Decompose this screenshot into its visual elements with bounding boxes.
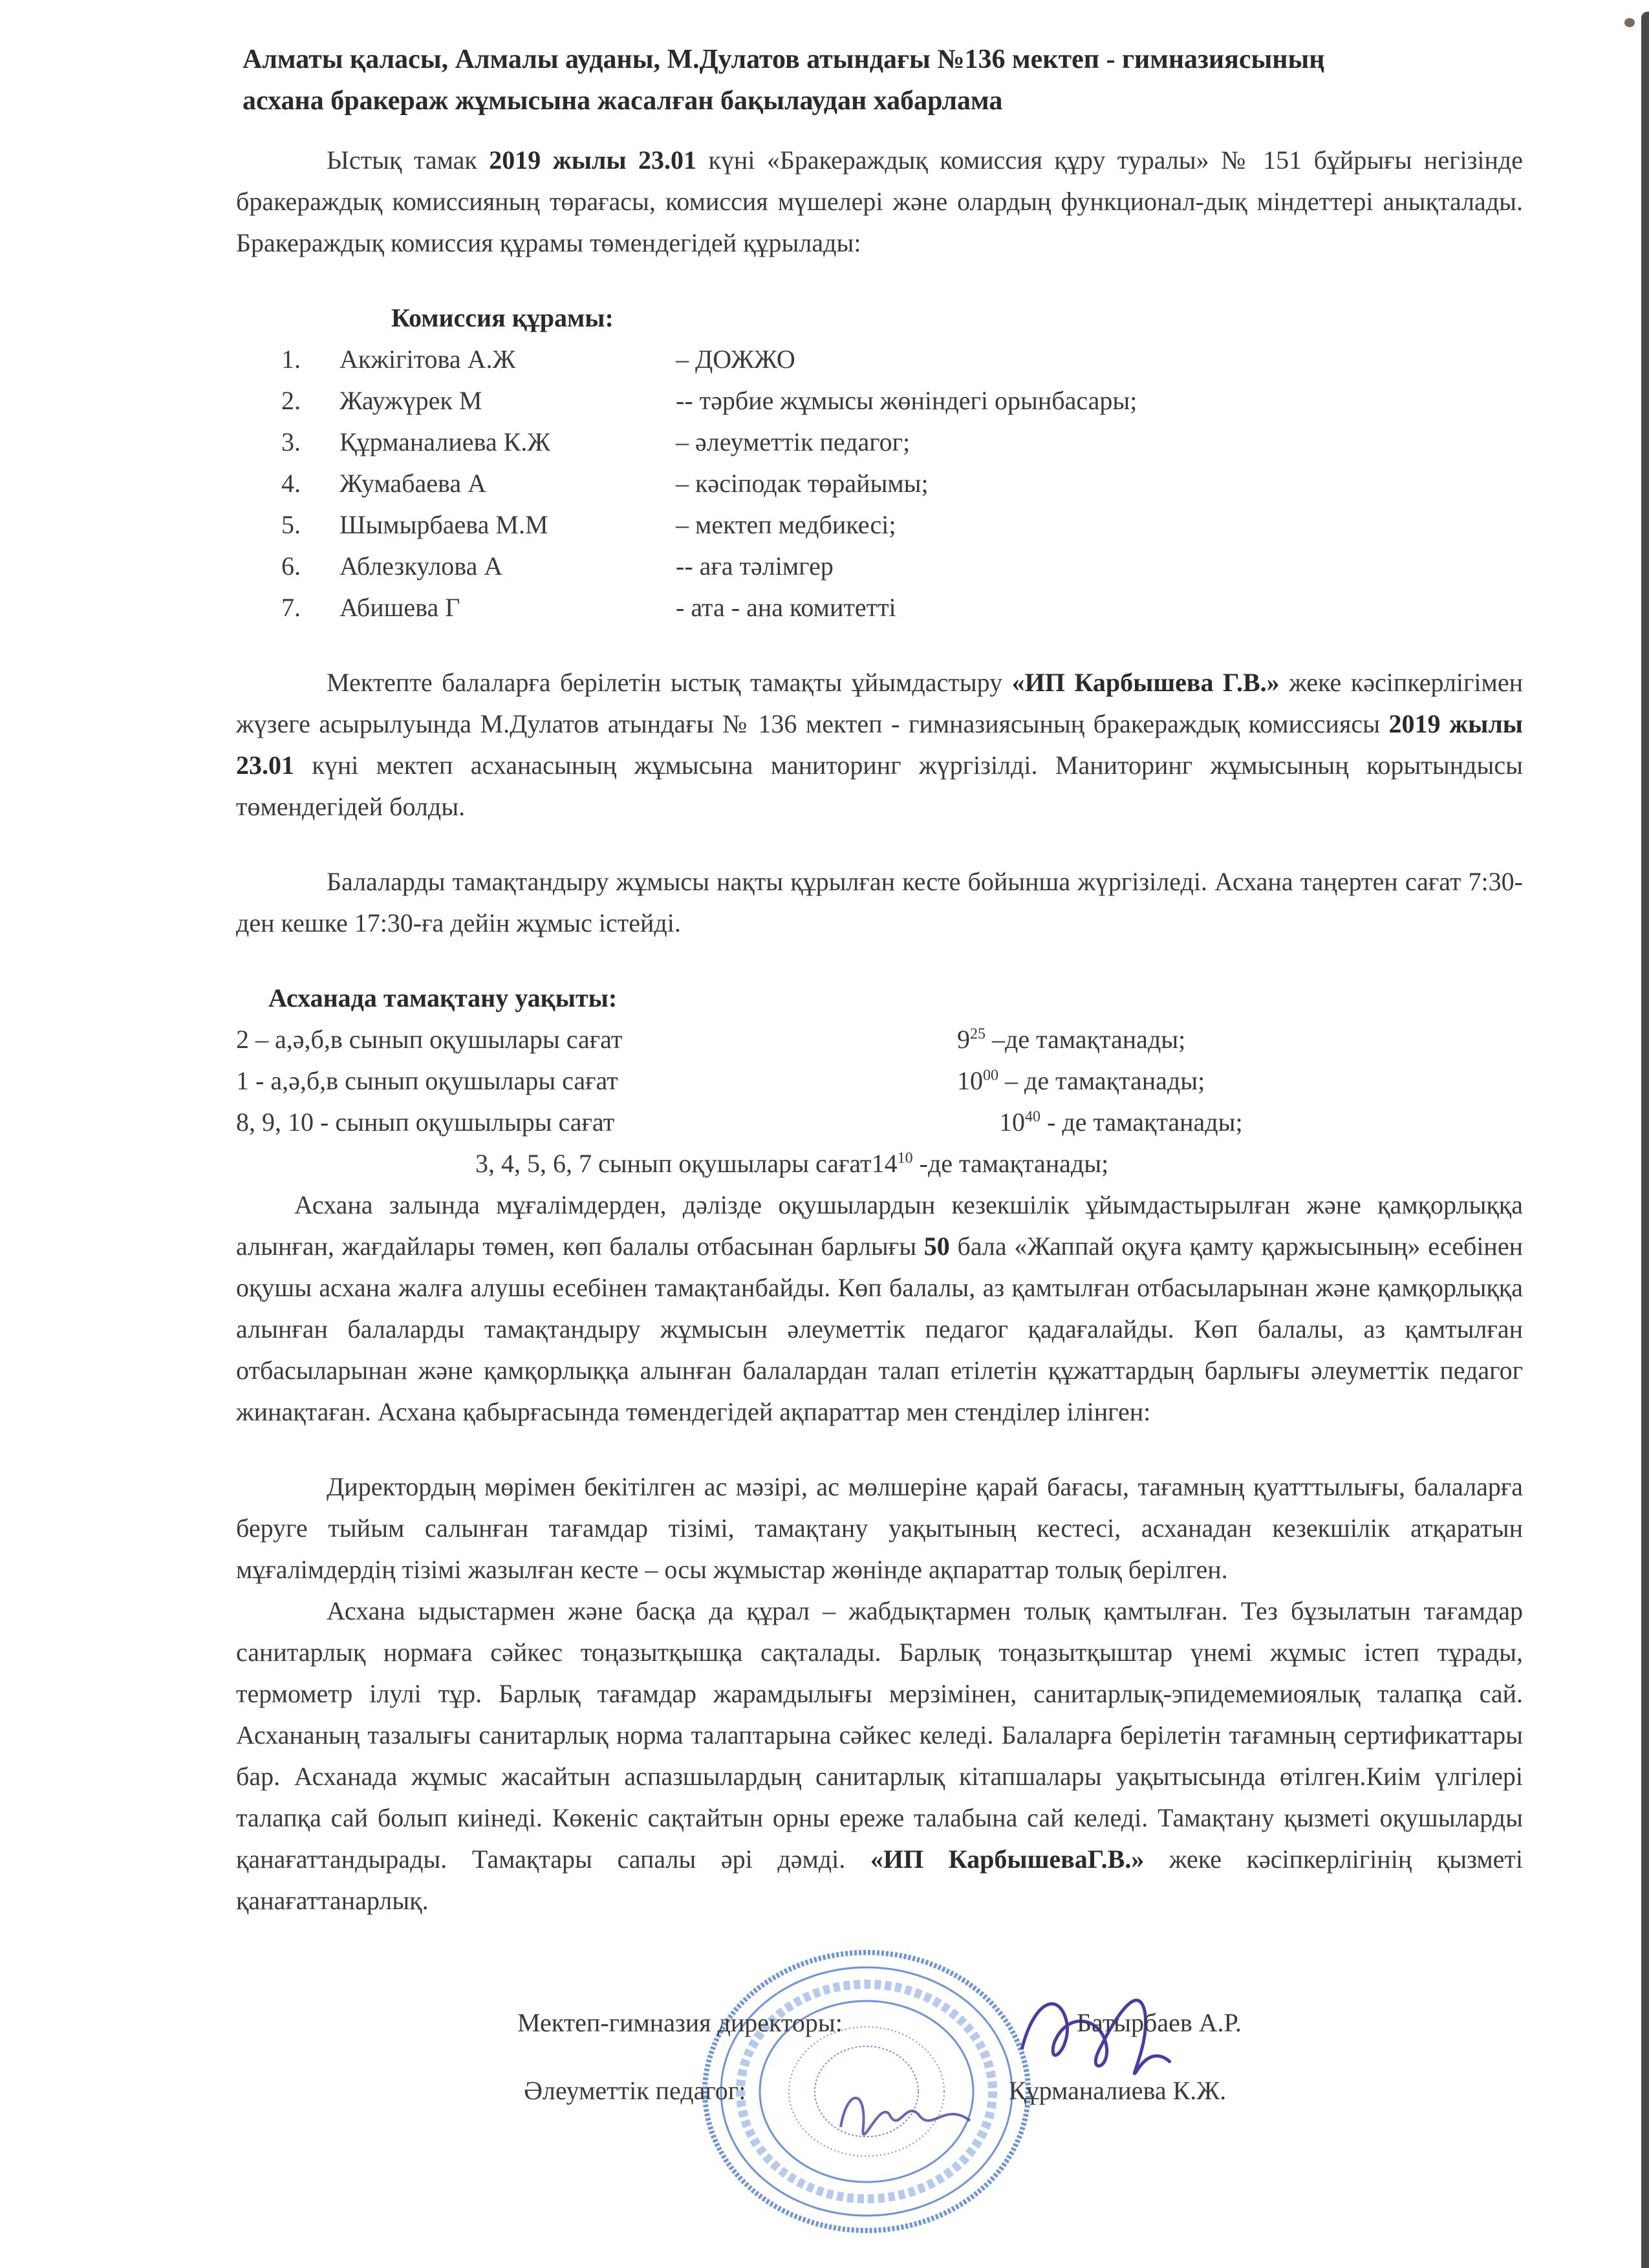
commission-member: [236, 380, 1523, 422]
commission-list: [236, 339, 1523, 628]
provider-name: «ИП Карбышева Г.В.»: [1011, 668, 1280, 697]
meal-time: $14^{10}$ -де тамақтанады;: [871, 1149, 1109, 1178]
title-line-2: асхана бракераж жұмысына жасалған бақылаудан хабарлама: [242, 86, 1003, 116]
meal-times-heading: Асханада тамақтану уақыты:: [268, 983, 618, 1012]
meal-time-row: [236, 1019, 1523, 1060]
director-name: Батырбаев А.Р.: [1077, 2008, 1242, 2037]
member-number: 5.: [281, 510, 301, 539]
children-count: 50: [923, 1232, 950, 1261]
meal-time-row: [475, 1143, 1523, 1184]
member-name: Жумабаева А: [339, 469, 487, 498]
member-role: – ДОЖЖО: [676, 345, 795, 374]
member-name: Жаужүрек М: [339, 386, 482, 415]
meal-group: 2 – а,ә,б,в сынып оқушылары сағат: [236, 1025, 623, 1054]
scan-speck: [1624, 18, 1635, 27]
monitoring-date: 2019 жылы 23.01: [236, 709, 1523, 780]
meal-times-list: [236, 1019, 1523, 1184]
provider-name-2: «ИП КарбышеваГ.В.»: [870, 1845, 1145, 1874]
member-name: Аблезкулова А: [339, 551, 503, 581]
commission-member: [236, 546, 1523, 587]
meal-group: 3, 4, 5, 6, 7 сынып оқушылары сағат: [475, 1149, 872, 1178]
meal-group: 1 - а,ә,б,в сынып оқушылары сағат: [236, 1066, 618, 1095]
member-name: Құрманалиева К.Ж: [339, 427, 551, 456]
duty-text-2: бала «Жаппай оқуға қамту қаржысының» есебінен оқушы асхана жалға алушы есебінен тамақтанбайды. Көп балалы, аз қамтылған отбасыларынан және қамқорлыққа алынған балаларды тамақтандыру жұмысын әлеуметтік педагог қадағалайды. Көп балалы, аз қамтылған отбасыларынан және қамқорлыққа алынған балалардан талап етілетін құжаттардың барлығы әлеуметтік педагог жинақтаған. Асхана қабырғасында төмендегідей ақпараттар мен стенділер ілінген:: [236, 1232, 1523, 1426]
intro-text-1: Ыстық тамак: [327, 145, 490, 175]
member-role: – кәсіподак төрайымы;: [676, 469, 929, 498]
commission-member: [236, 504, 1523, 546]
meal-time-row: [236, 1060, 1523, 1102]
member-number: 1.: [281, 345, 301, 374]
document-title: [242, 39, 1523, 122]
meal-time-row: [236, 1102, 1523, 1143]
intro-text-2: күні «Бракераждық комиссия құру туралы» № 151 бұйрығы негізінде бракераждық комиссияның төрағасы, комиссия мүшелері және олардың функционал-дық міндеттері анықталады. Бракераждық комиссия құрамы төмендегідей құрылады:: [236, 145, 1524, 257]
member-number: 6.: [281, 551, 301, 581]
duty-paragraph: [236, 1184, 1523, 1433]
commission-member: [236, 463, 1523, 504]
provider-text-2: жеке кәсіпкерлігімен жүзеге асырылуында М.Дулатов атындағы № 136 мектеп - гимназиясының бракераждық комиссиясы: [236, 668, 1524, 738]
schedule-paragraph: Балаларды тамақтандыру жұмысы нақты құрылған кесте бойынша жүргізіледі. Асхана таңертен сағат 7:30-ден кешке 17:30-ға дейін жұмыс істейді.: [236, 867, 1523, 937]
director-paragraph: Директордың мөрімен бекітілген ас мәзірі, ас мөлшеріне қарай бағасы, тағамның қуатттылығы, балаларға беруге тыйым салынған тағамдар тізімі, тамақтану уақытының кестесі, асханадан кезекшілік атқаратын мұғалімдердің тізімі жазылған кесте – осы жұмыстар жөнінде ақпараттар толық берілген.: [236, 1472, 1523, 1584]
pedagogue-signature-icon: [828, 2062, 983, 2159]
commission-heading: Комиссия құрамы:: [391, 303, 614, 332]
member-role: – әлеуметтік педагог;: [676, 427, 911, 456]
member-role: -- тәрбие жұмысы жөніндегі орынбасары;: [676, 386, 1137, 415]
title-line-1: Алматы қаласы, Алмалы ауданы, М.Дулатов атындағы №136 мектеп - гимназиясының: [242, 45, 1325, 74]
intro-date: 2019 жылы 23.01: [489, 145, 697, 175]
meal-time: $10^{00}$ – де тамақтанады;: [957, 1066, 1205, 1095]
member-number: 7.: [281, 593, 301, 622]
member-number: 4.: [281, 469, 301, 498]
equipment-text-2: жеке кәсіпкерлігінің қызметі қанағаттанарлық.: [236, 1845, 1524, 1915]
member-name: Абишева Г: [339, 593, 460, 622]
member-role: – мектеп медбикесі;: [676, 510, 896, 539]
commission-member: [236, 422, 1523, 463]
commission-member: [236, 339, 1523, 380]
director-signature-row: [517, 2007, 843, 2038]
commission-member: [236, 587, 1523, 628]
member-role: -- аға тәлімгер: [676, 551, 834, 581]
provider-paragraph: [236, 662, 1523, 828]
meal-time: $9^{25}$ –де тамақтанады;: [957, 1025, 1186, 1054]
member-number: 3.: [281, 427, 301, 456]
pedagogue-title: Әлеуметтік педагог:: [524, 2076, 746, 2105]
member-name: Акжігітова А.Ж: [339, 345, 516, 374]
member-role: - ата - ана комитетті: [676, 593, 896, 622]
meal-group: 8, 9, 10 - сынып оқушылыры сағат: [236, 1107, 615, 1137]
provider-text-3: күні мектеп асханасының жұмысына маниторинг жүргізілді. Маниторинг жұмысының корытындысы төмендегідей болды.: [236, 751, 1523, 821]
meal-time: $10^{40}$ - де тамақтанады;: [999, 1107, 1243, 1137]
director-title: Мектеп-гимназия директоры:: [517, 2008, 843, 2037]
pedagogue-signature-row: [524, 2075, 746, 2106]
duty-text-1: Асхана залында мұғалімдерден, дәлізде оқушылардын кезекшілік ұйымдастырылған және қамқорлыққа алынған, жағдайлары төмен, көп балалы отбасынан барлығы: [236, 1190, 1523, 1261]
member-number: 2.: [281, 386, 301, 415]
scan-edge-shadow: [1641, 12, 1649, 2268]
member-name: Шымырбаева М.М: [339, 510, 548, 539]
intro-paragraph: [236, 140, 1523, 264]
document-page: [236, 39, 1523, 1921]
pedagogue-name: Құрманалиева К.Ж.: [1009, 2076, 1227, 2105]
equipment-text-1: Асхана ыдыстармен және басқа да құрал – жабдықтармен толық қамтылған. Тез бұзылатын тағамдар санитарлық нормаға сәйкес тоңазытқышқа сақталады. Барлық тоңазытқыштар үнемі жұмыс істеп тұрады, термометр ілулі тұр. Барлық тағамдар жарамдылығы мерзімінен, санитарлық-эпидемемиоялық талапқа сай. Асхананың тазалығы санитарлық норма талаптарына сәйкес келеді. Балаларға берілетін тағамның сертификаттары бар. Асханада жұмыс жасайтын аспазшылардың санитарлық кітапшалары уақытысында өтілген.Киім үлгілері талапқа сай болып киінеді. Көкеніс сақтайтын орны ереже талабына сай келеді. Тамақтану қызметі оқушыларды қанағаттандырады. Тамақтары сапалы әрі дәмді.: [236, 1596, 1523, 1874]
equipment-paragraph: [236, 1590, 1523, 1921]
provider-text-1: Мектепте балаларға берілетін ыстық тамақты ұйымдастыру: [327, 668, 1012, 697]
